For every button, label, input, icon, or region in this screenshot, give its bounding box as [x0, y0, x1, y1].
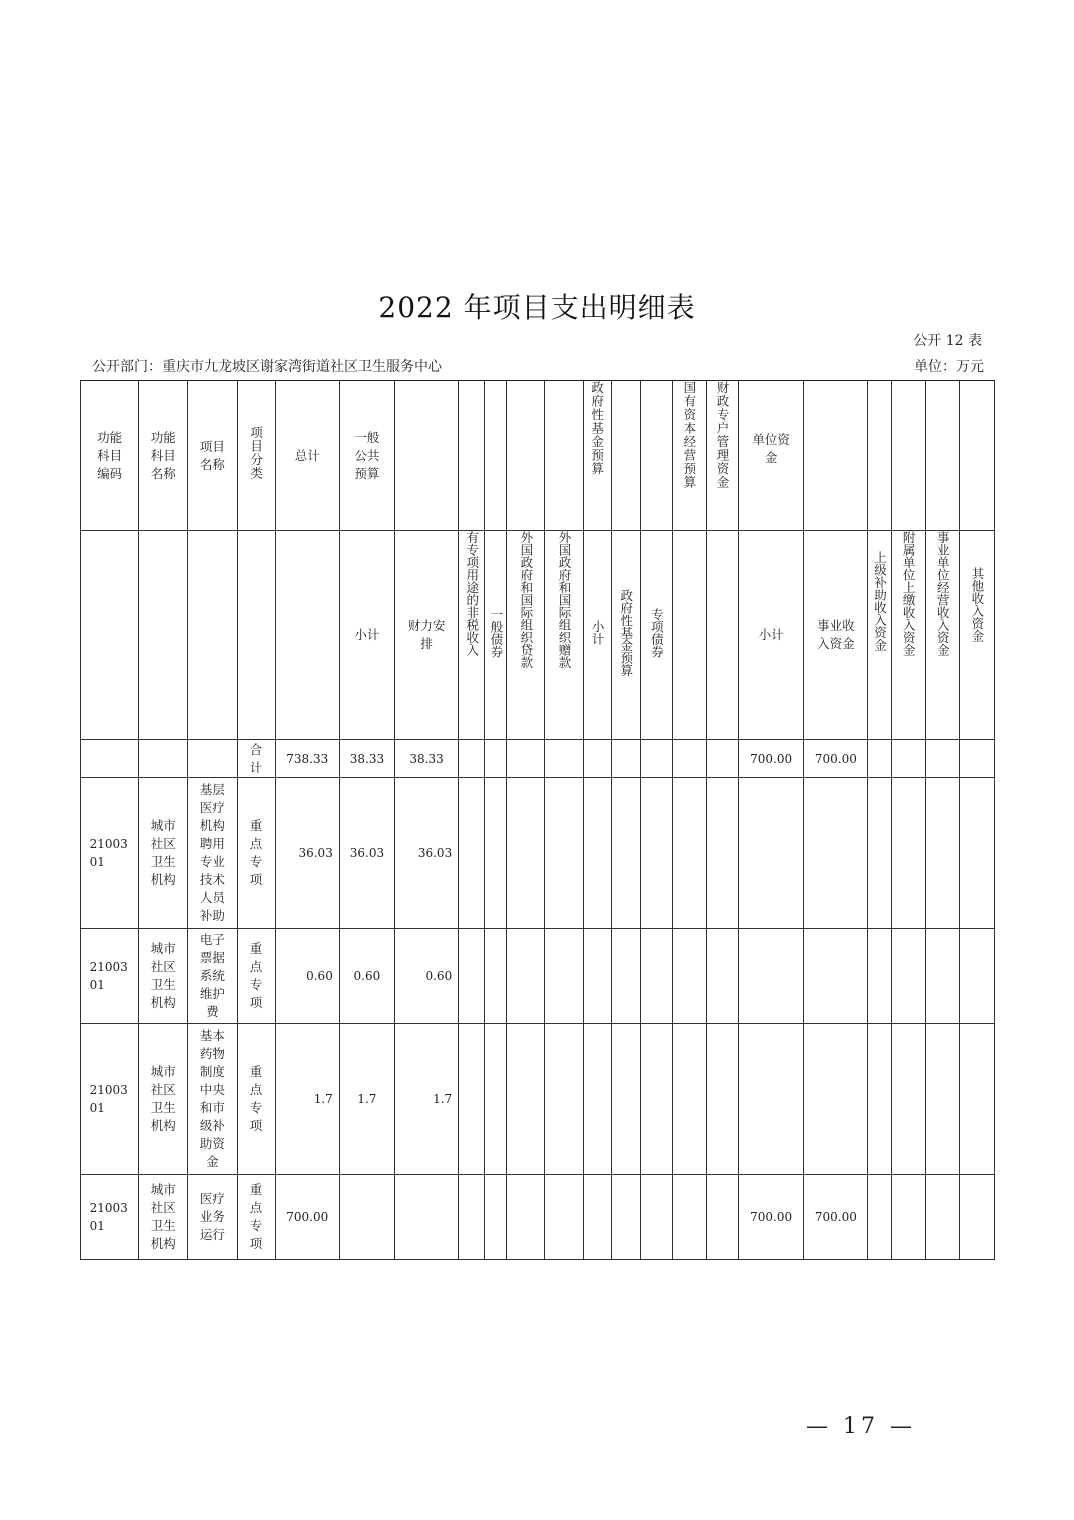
row-total: 36.03 [275, 778, 339, 929]
header-other-income: 其他收入资金 [959, 531, 994, 740]
header-general-bonds: 一般债券 [485, 531, 507, 740]
header-special-bonds: 专项债券 [640, 531, 672, 740]
row-type: 重点专项 [237, 1024, 275, 1175]
table-row [81, 778, 995, 929]
header-superior-subsidy: 上级补助收入资金 [868, 531, 891, 740]
header-foreign-grants: 外国政府和国际组织赠款 [545, 531, 583, 740]
row-total: 700.00 [275, 1175, 339, 1260]
header-general-budget: 一般公共预算 [339, 381, 394, 531]
total-gp-subtotal: 38.33 [339, 740, 394, 778]
row-gp-subtotal [339, 1175, 394, 1260]
total-row [81, 740, 995, 778]
header-operating-income: 事业单位经营收入资金 [925, 531, 959, 740]
table-row [81, 1175, 995, 1260]
header-foreign-loans: 外国政府和国际组织贷款 [507, 531, 545, 740]
row-business-income [804, 929, 868, 1024]
row-unit-subtotal [739, 929, 804, 1024]
row-gp-subtotal: 36.03 [339, 778, 394, 929]
row-project: 医疗业务运行 [188, 1175, 237, 1260]
row-business-income: 700.00 [804, 1175, 868, 1260]
header-project-name: 项目名称 [188, 381, 237, 531]
row-business-income [804, 778, 868, 929]
row-func-name: 城市社区卫生机构 [139, 778, 188, 929]
header-business-income: 事业收入资金 [804, 531, 868, 740]
row-func-name: 城市社区卫生机构 [139, 1175, 188, 1260]
total-label: 合计 [237, 740, 275, 778]
row-fiscal [395, 1175, 459, 1260]
header-project-type: 项目分类 [237, 381, 275, 531]
row-func-name: 城市社区卫生机构 [139, 929, 188, 1024]
row-project: 电子票据系统维护费 [188, 929, 237, 1024]
row-code: 2100301 [81, 929, 139, 1024]
row-type: 重点专项 [237, 929, 275, 1024]
header-unit-funds: 单位资金 [739, 381, 804, 531]
row-project: 基层医疗机构聘用专业技术人员补助 [188, 778, 237, 929]
header-state-capital-budget: 国有资本经营预算 [672, 381, 706, 531]
row-fiscal: 36.03 [395, 778, 459, 929]
header-earmarked-nontax: 有专项用途的非税收入 [459, 531, 485, 740]
header-gp-subtotal: 小计 [339, 531, 394, 740]
header-affiliated-income: 附属单位上缴收入资金 [891, 531, 925, 740]
page-number: — 17 — [806, 1414, 916, 1439]
row-total: 0.60 [275, 929, 339, 1024]
row-code: 2100301 [81, 1024, 139, 1175]
row-business-income [804, 1024, 868, 1175]
header-gov-fund-budget-sub: 政府性基金预算 [611, 531, 640, 740]
total-total: 738.33 [275, 740, 339, 778]
header-total: 总计 [275, 381, 339, 531]
header-gov-fund-budget: 政府性基金预算 [583, 381, 611, 531]
header-unit-subtotal: 小计 [739, 531, 804, 740]
header-row-2 [81, 531, 995, 740]
unit-label: 单位：万元 [914, 359, 984, 375]
row-project: 基本药物制度中央和市级补助资金 [188, 1024, 237, 1175]
header-fiscal-arrangement: 财力安排 [395, 531, 459, 740]
row-func-name: 城市社区卫生机构 [139, 1024, 188, 1175]
row-gp-subtotal: 0.60 [339, 929, 394, 1024]
department-label: 公开部门：重庆市九龙坡区谢家湾街道社区卫生服务中心 [92, 359, 442, 375]
row-total: 1.7 [275, 1024, 339, 1175]
row-code: 2100301 [81, 778, 139, 929]
total-business-income: 700.00 [804, 740, 868, 778]
table-row [81, 1024, 995, 1175]
row-type: 重点专项 [237, 778, 275, 929]
total-fiscal: 38.33 [395, 740, 459, 778]
row-fiscal: 1.7 [395, 1024, 459, 1175]
header-row-1 [81, 381, 995, 531]
header-gov-fund-subtotal: 小计 [583, 531, 611, 740]
page-title: 2022 年项目支出明细表 [378, 291, 696, 324]
total-unit-subtotal: 700.00 [739, 740, 804, 778]
expense-table [80, 380, 995, 1260]
row-type: 重点专项 [237, 1175, 275, 1260]
row-unit-subtotal [739, 778, 804, 929]
row-unit-subtotal [739, 1024, 804, 1175]
table-row [81, 929, 995, 1024]
row-fiscal: 0.60 [395, 929, 459, 1024]
row-unit-subtotal: 700.00 [739, 1175, 804, 1260]
header-fiscal-special-fund: 财政专户管理资金 [706, 381, 738, 531]
row-code: 2100301 [81, 1175, 139, 1260]
header-func-name: 功能科目名称 [139, 381, 188, 531]
row-gp-subtotal: 1.7 [339, 1024, 394, 1175]
header-func-code: 功能科目编码 [81, 381, 139, 531]
table-number: 公开 12 表 [913, 333, 982, 349]
